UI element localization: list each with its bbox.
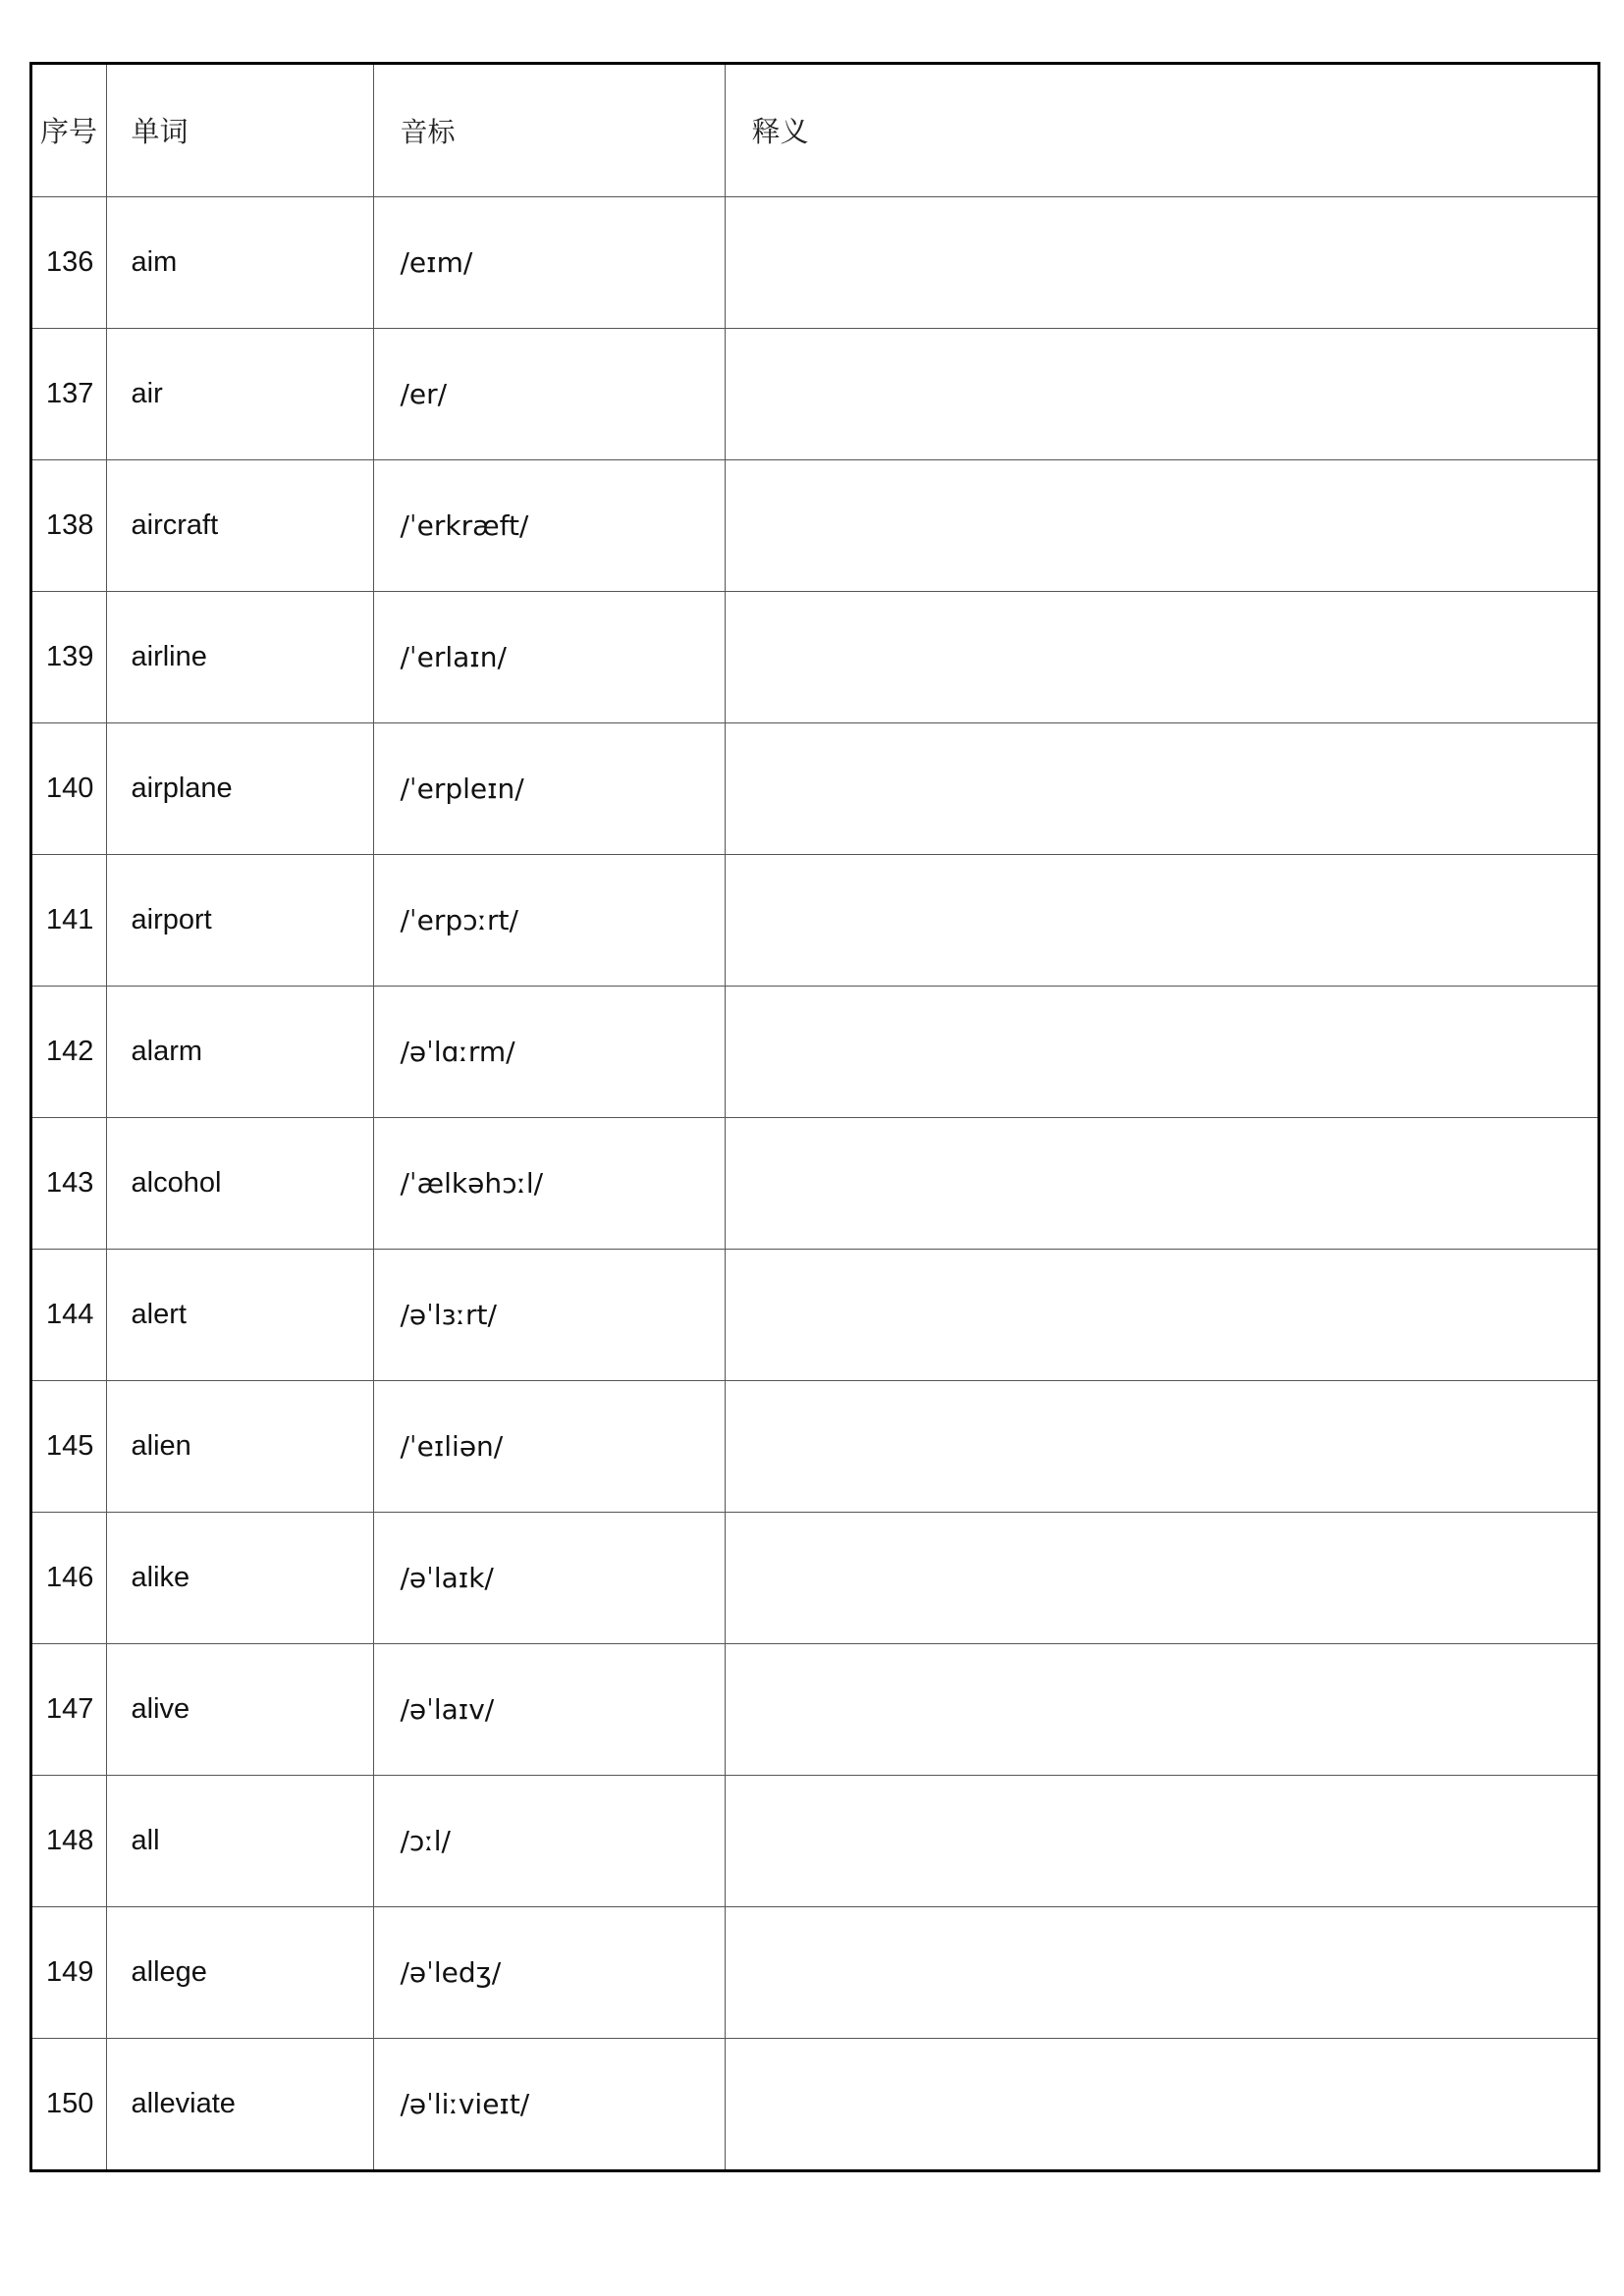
table-row (32, 591, 1597, 722)
row-word: airline (106, 591, 373, 722)
row-index: 149 (32, 1906, 106, 2038)
row-index: 148 (32, 1775, 106, 1906)
row-phonetic: /ˈeɪliən/ (373, 1380, 725, 1512)
row-definition (725, 328, 1597, 459)
table-row (32, 854, 1597, 986)
row-definition (725, 1249, 1597, 1380)
row-definition (725, 459, 1597, 591)
table-row (32, 1775, 1597, 1906)
row-word: alike (106, 1512, 373, 1643)
row-definition (725, 722, 1597, 854)
row-definition (725, 986, 1597, 1117)
header-definition: 释义 (725, 65, 1597, 196)
row-word: alcohol (106, 1117, 373, 1249)
row-definition (725, 1117, 1597, 1249)
row-phonetic: /ˈerpɔːrt/ (373, 854, 725, 986)
row-word: air (106, 328, 373, 459)
vocabulary-table-frame (29, 62, 1600, 2172)
row-index: 136 (32, 196, 106, 328)
table-row (32, 1643, 1597, 1775)
row-word: all (106, 1775, 373, 1906)
row-definition (725, 1512, 1597, 1643)
row-phonetic: /əˈledʒ/ (373, 1906, 725, 2038)
header-phonetic: 音标 (373, 65, 725, 196)
row-phonetic: /ˈerpleɪn/ (373, 722, 725, 854)
table-row (32, 328, 1597, 459)
row-index: 143 (32, 1117, 106, 1249)
row-index: 139 (32, 591, 106, 722)
row-index: 138 (32, 459, 106, 591)
row-definition (725, 1906, 1597, 2038)
row-index: 145 (32, 1380, 106, 1512)
row-definition (725, 196, 1597, 328)
row-phonetic: /ˈerlaɪn/ (373, 591, 725, 722)
table-row (32, 986, 1597, 1117)
row-word: alleviate (106, 2038, 373, 2169)
row-phonetic: /ˈælkəhɔːl/ (373, 1117, 725, 1249)
row-word: airplane (106, 722, 373, 854)
row-phonetic: /əˈlɜːrt/ (373, 1249, 725, 1380)
row-word: alive (106, 1643, 373, 1775)
row-definition (725, 2038, 1597, 2169)
table-row (32, 1249, 1597, 1380)
row-word: airport (106, 854, 373, 986)
row-phonetic: /eɪm/ (373, 196, 725, 328)
row-index: 146 (32, 1512, 106, 1643)
table-row (32, 1906, 1597, 2038)
row-phonetic: /er/ (373, 328, 725, 459)
header-index: 序号 (32, 65, 106, 196)
row-phonetic: /əˈlɑːrm/ (373, 986, 725, 1117)
row-definition (725, 1643, 1597, 1775)
row-word: alarm (106, 986, 373, 1117)
row-index: 142 (32, 986, 106, 1117)
table-row (32, 722, 1597, 854)
table-row (32, 2038, 1597, 2169)
row-index: 140 (32, 722, 106, 854)
row-word: alien (106, 1380, 373, 1512)
table-row (32, 1380, 1597, 1512)
row-phonetic: /əˈlaɪv/ (373, 1643, 725, 1775)
table-row (32, 1512, 1597, 1643)
row-definition (725, 1380, 1597, 1512)
header-word: 单词 (106, 65, 373, 196)
table-header-row (32, 65, 1597, 196)
row-word: alert (106, 1249, 373, 1380)
table-row (32, 196, 1597, 328)
row-phonetic: /əˈliːvieɪt/ (373, 2038, 725, 2169)
row-index: 141 (32, 854, 106, 986)
row-definition (725, 854, 1597, 986)
row-word: allege (106, 1906, 373, 2038)
row-index: 150 (32, 2038, 106, 2169)
vocabulary-table (32, 65, 1597, 2169)
row-phonetic: /ˈerkræft/ (373, 459, 725, 591)
row-definition (725, 1775, 1597, 1906)
row-index: 144 (32, 1249, 106, 1380)
row-word: aircraft (106, 459, 373, 591)
table-row (32, 1117, 1597, 1249)
row-phonetic: /ɔːl/ (373, 1775, 725, 1906)
row-index: 147 (32, 1643, 106, 1775)
row-definition (725, 591, 1597, 722)
row-index: 137 (32, 328, 106, 459)
row-phonetic: /əˈlaɪk/ (373, 1512, 725, 1643)
table-row (32, 459, 1597, 591)
row-word: aim (106, 196, 373, 328)
